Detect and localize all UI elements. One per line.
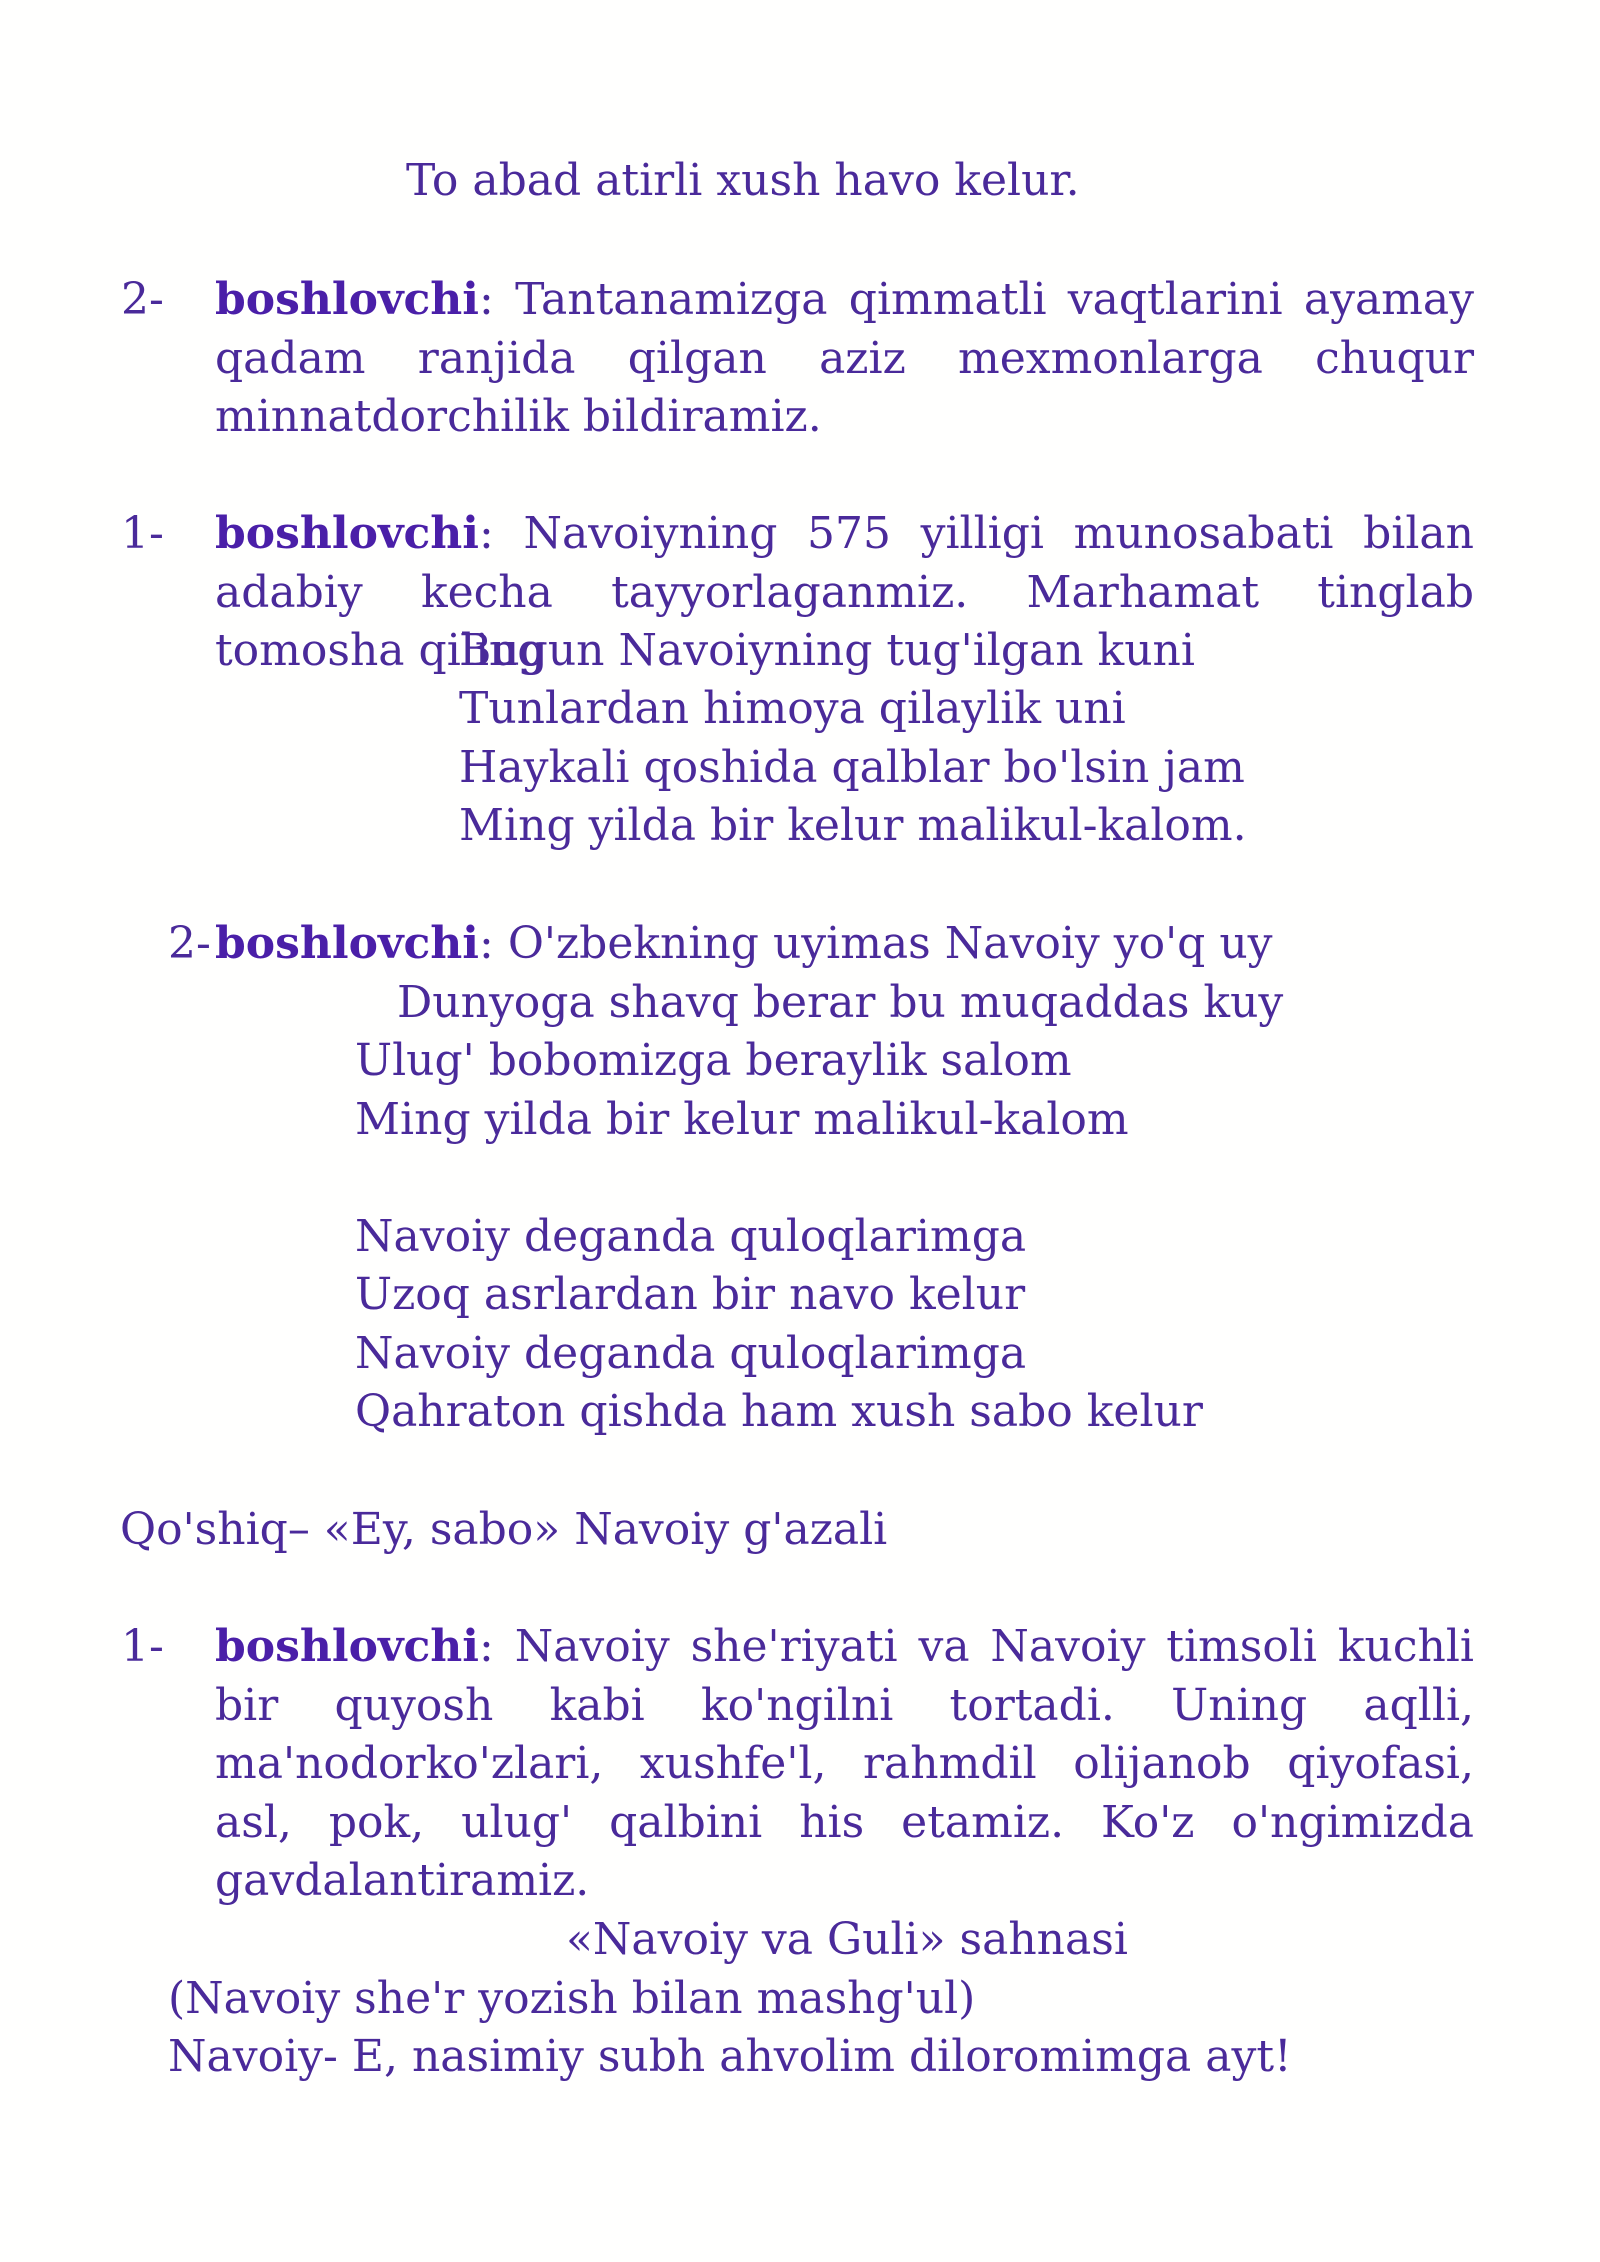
- verse-line: Uzoq asrlardan bir navo kelur: [355, 1269, 1026, 1320]
- dialogue-line: Navoiy- E, nasimiy subh ahvolim diloromimga ayt!: [168, 2031, 1292, 2082]
- speaker-block-2-a: 2- boshlovchi: Tantanamizga qimmatli vaqtlarini ayamay qadam ranjida qilgan aziz mexmonlarga chuqur minnatdorchilik bildiramiz.: [168, 271, 1474, 447]
- speaker-block-1-b: 1- boshlovchi: Navoiy she'riyati va Navoiy timsoli kuchli bir quyosh kabi ko'ngilni tortadi. Uning aqlli, ma'nodorko'zlari, xushfe'l, rahmdil olijanob qiyofasi, asl, pok, ulug' qalbini his etamiz. Ko'z o'ngimizda gavdalantiramiz.: [168, 1618, 1474, 1911]
- speaker-label: boshlovchi: [215, 508, 479, 559]
- verse-line: Haykali qoshida qalblar bo'lsin jam: [459, 742, 1245, 793]
- verse-line: Ulug' bobomizga beraylik salom: [355, 1035, 1072, 1086]
- speaker-label: boshlovchi: [215, 274, 479, 325]
- speaker-number: 1-: [121, 1621, 164, 1672]
- verse-line: Qahraton qishda ham xush sabo kelur: [355, 1386, 1203, 1437]
- speaker-label: boshlovchi: [215, 1621, 479, 1672]
- speaker-block-2-b: 2-boshlovchi: O'zbekning uyimas Navoiy yo'q uy: [168, 915, 1273, 973]
- speaker-text: Tantanamizga qimmatli vaqtlarini ayamay qadam ranjida qilgan aziz mexmonlarga chuqur minnatdorchilik bildiramiz.: [215, 274, 1474, 442]
- speaker-label: boshlovchi: [215, 918, 479, 969]
- speaker-text: Navoiyning 575 yilligi munosabati bilan adabiy kecha tayyorlaganmiz. Marhamat tinglab tomosha qiling: [215, 508, 1474, 676]
- speaker-text: O'zbekning uyimas Navoiy yo'q uy: [507, 918, 1273, 969]
- verse-line: Dunyoga shavq berar bu muqaddas kuy: [397, 977, 1284, 1028]
- speaker-block-1-a: 1- boshlovchi: Navoiyning 575 yilligi munosabati bilan adabiy kecha tayyorlaganmiz. Marhamat tinglab tomosha qiling: [168, 505, 1474, 681]
- verse-line: Navoiy deganda quloqlarimga: [355, 1211, 1027, 1262]
- verse-line: Bugun Navoiyning tug'ilgan kuni: [459, 625, 1195, 676]
- speaker-number: 2-: [168, 918, 211, 969]
- verse-line: Navoiy deganda quloqlarimga: [355, 1328, 1027, 1379]
- speaker-number: 1-: [121, 508, 164, 559]
- song-line: Qo'shiq– «Ey, sabo» Navoiy g'azali: [120, 1504, 888, 1555]
- speaker-text: Navoiy she'riyati va Navoiy timsoli kuchli bir quyosh kabi ko'ngilni tortadi. Uning aqlli, ma'nodorko'zlari, xushfe'l, rahmdil olijanob qiyofasi, asl, pok, ulug' qalbini his etamiz. Ko'z o'ngimizda gavdalantiramiz.: [215, 1621, 1474, 1906]
- verse-line: Tunlardan himoya qilaylik uni: [459, 683, 1126, 734]
- stage-direction: (Navoiy she'r yozish bilan mashg'ul): [168, 1973, 976, 2024]
- verse-line: Ming yilda bir kelur malikul-kalom.: [459, 800, 1247, 851]
- scene-title: «Navoiy va Guli» sahnasi: [566, 1914, 1128, 1965]
- verse-line: Ming yilda bir kelur malikul-kalom: [355, 1094, 1129, 1145]
- verse-line: To abad atirli xush havo kelur.: [406, 155, 1080, 206]
- speaker-number: 2-: [121, 274, 164, 325]
